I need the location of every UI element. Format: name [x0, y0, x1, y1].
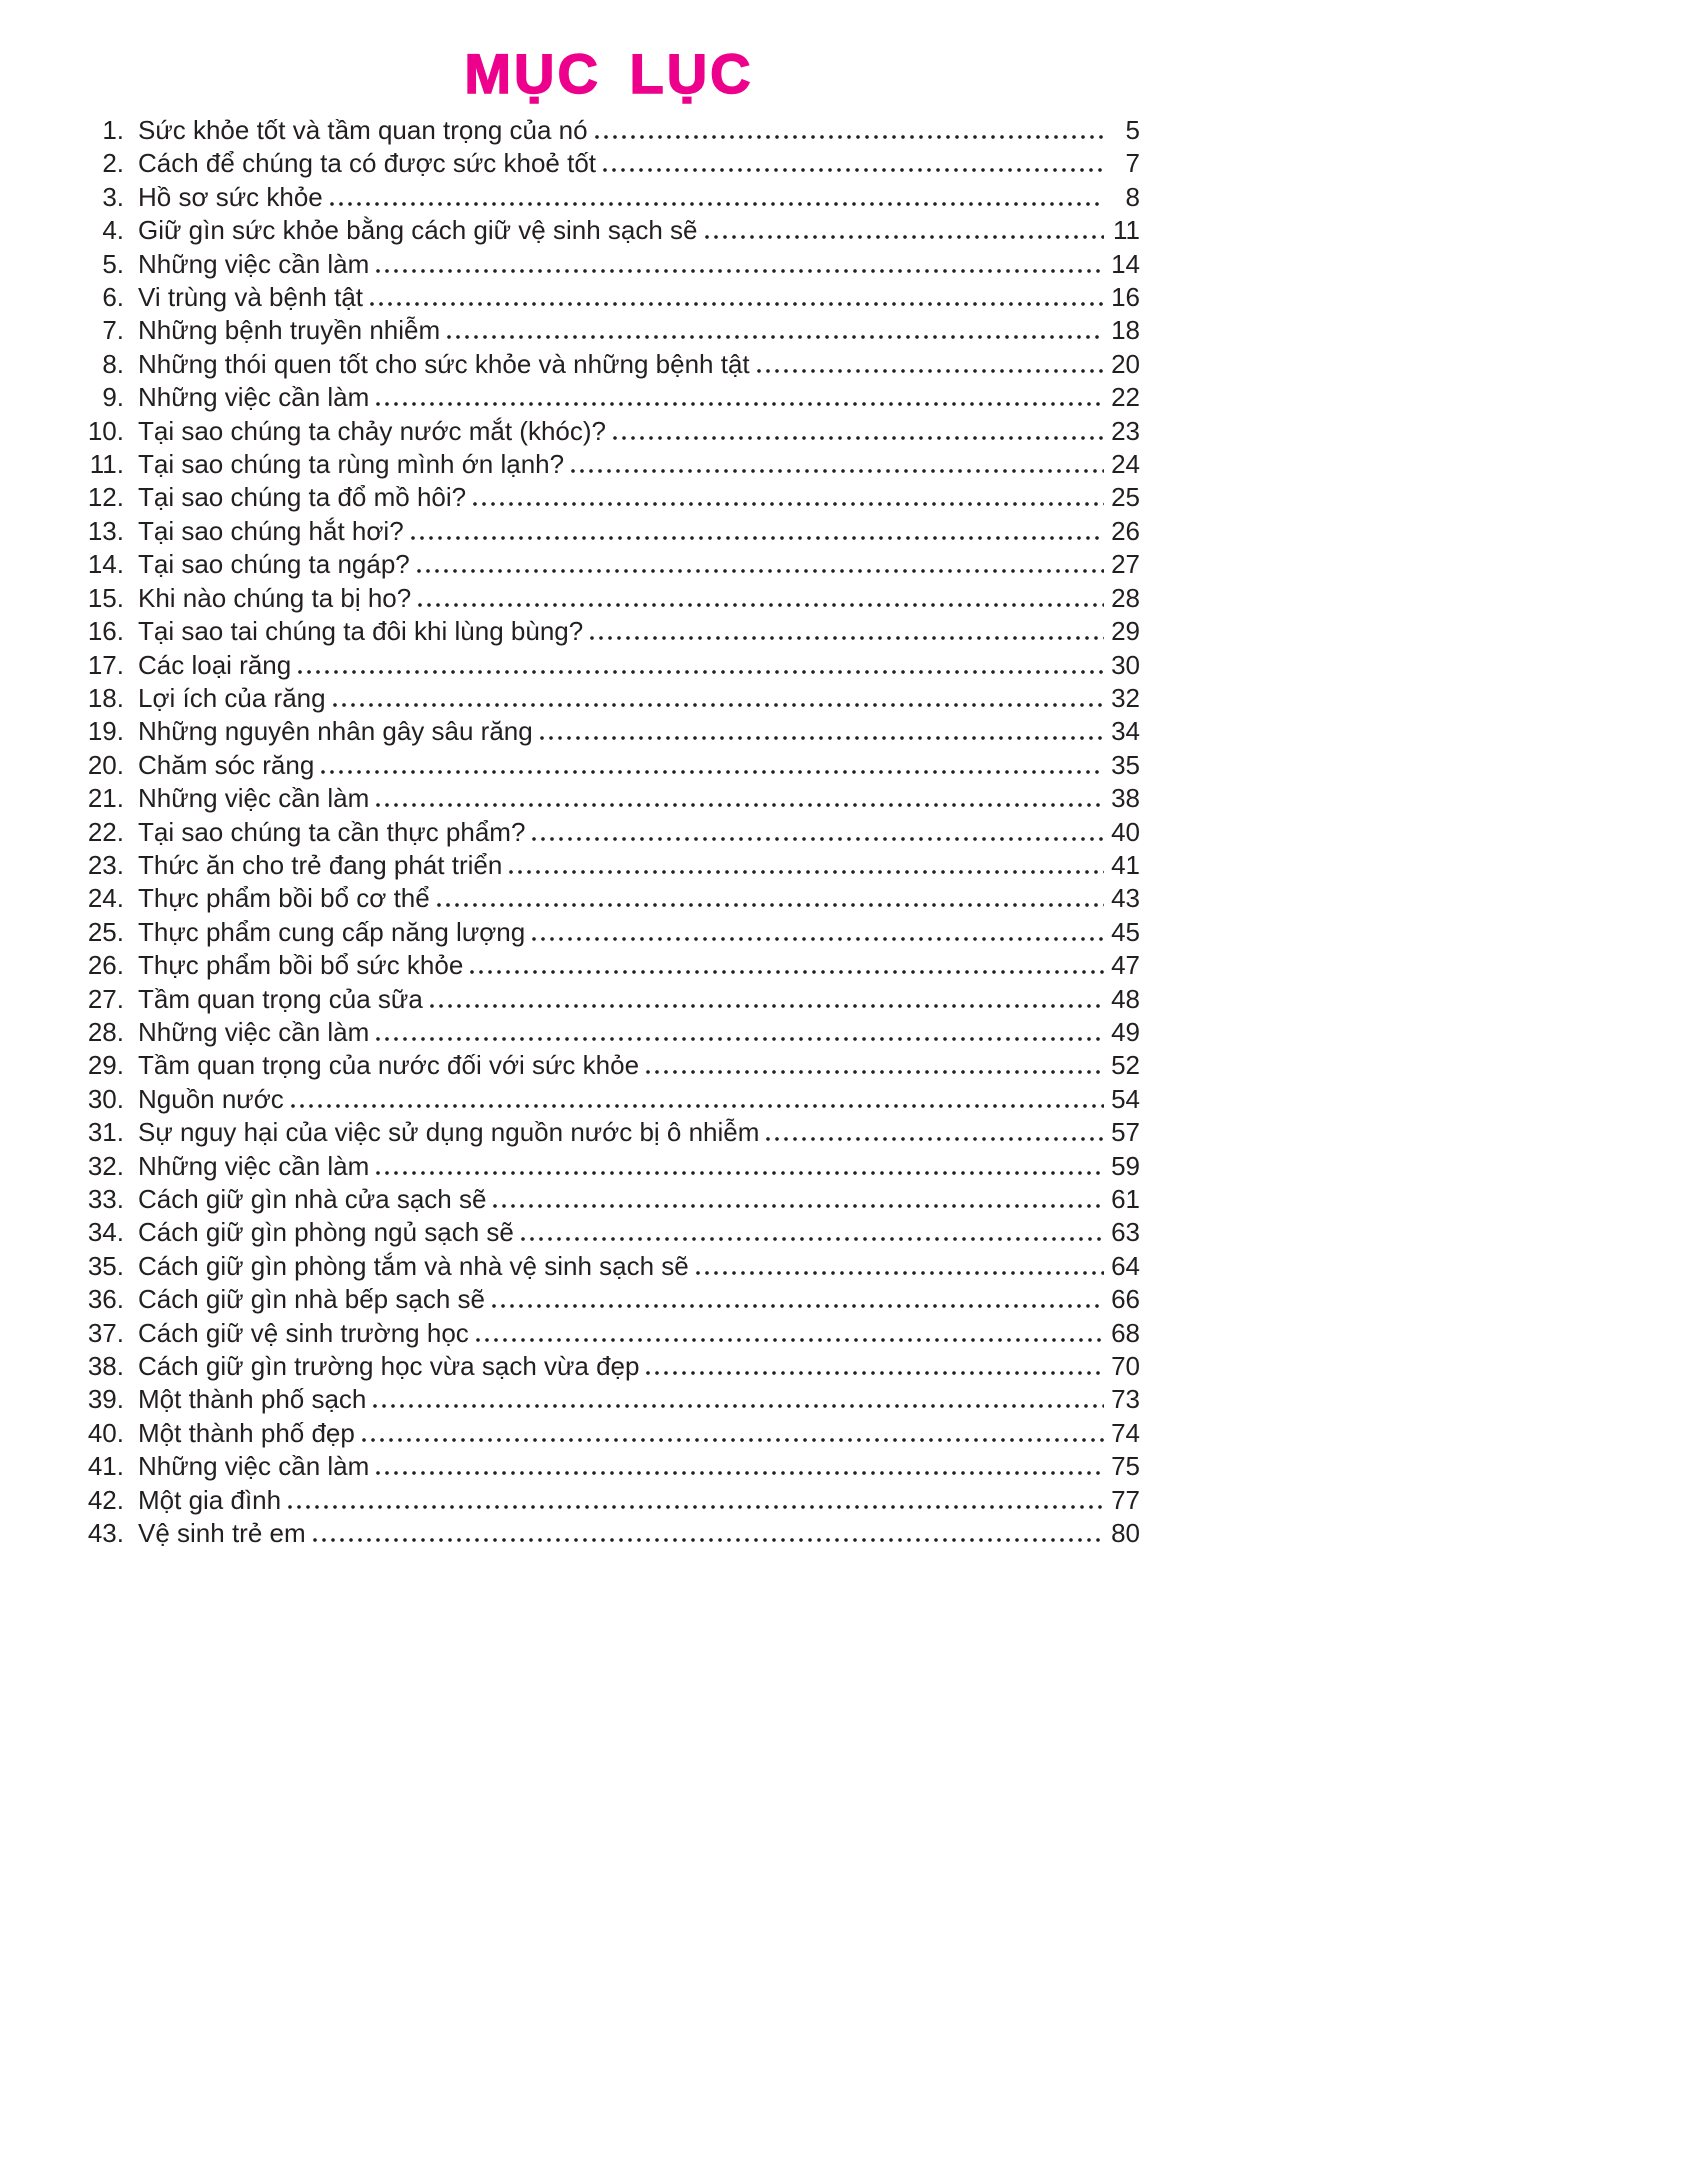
dot-leader: [376, 1171, 1104, 1175]
dot-leader: [473, 502, 1104, 506]
entry-page-number: 57: [1111, 1117, 1140, 1148]
toc-entry: [78, 916, 1140, 949]
dot-leader: [540, 736, 1104, 740]
dot-leader: [362, 1438, 1104, 1442]
entry-number: 40.: [87, 1417, 124, 1448]
toc-entry: [78, 949, 1140, 982]
dot-leader: [291, 1104, 1104, 1108]
entry-title: Tầm quan trọng của sữa: [138, 983, 423, 1014]
entry-title: Những việc cần làm: [138, 1016, 370, 1047]
entry-page-number: 27: [1111, 549, 1140, 580]
entry-page-number: 47: [1111, 950, 1140, 981]
toc-page: [78, 44, 1140, 1550]
entry-title: Cách giữ vệ sinh trường học: [138, 1317, 469, 1348]
entry-title: Một gia đình: [138, 1484, 282, 1515]
entry-title: Cách để chúng ta có được sức khoẻ tốt: [138, 148, 596, 179]
entry-number: 16.: [87, 616, 124, 647]
dot-leader: [532, 837, 1104, 841]
entry-title: Những việc cần làm: [138, 248, 370, 279]
entry-number: 14.: [87, 549, 124, 580]
entry-title: Những việc cần làm: [138, 1150, 370, 1181]
entry-title: Hồ sơ sức khỏe: [138, 181, 323, 212]
entry-page-number: 20: [1111, 348, 1140, 379]
toc-entry: [78, 749, 1140, 782]
toc-entry: [78, 181, 1140, 214]
entry-number: 3.: [102, 181, 124, 212]
entry-page-number: 61: [1111, 1184, 1140, 1214]
toc-entry: [78, 248, 1140, 281]
entry-page-number: 74: [1111, 1417, 1140, 1448]
dot-leader: [613, 436, 1104, 440]
entry-number: 29.: [87, 1050, 124, 1081]
entry-title: Vệ sinh trẻ em: [138, 1518, 306, 1549]
toc-entry: [78, 816, 1140, 849]
entry-title: Vi trùng và bệnh tật: [138, 282, 364, 313]
toc-entry: [78, 1216, 1140, 1249]
toc-entry: [78, 1049, 1140, 1082]
entry-page-number: 70: [1111, 1351, 1140, 1382]
toc-entry: [78, 348, 1140, 381]
entry-page-number: 45: [1111, 916, 1140, 947]
entry-page-number: 16: [1111, 282, 1140, 313]
entry-page-number: 59: [1111, 1150, 1140, 1181]
dot-leader: [646, 1070, 1104, 1074]
dot-leader: [447, 335, 1104, 339]
entry-page-number: 73: [1111, 1384, 1140, 1415]
toc-entry: [78, 1083, 1140, 1116]
entry-title: Những việc cần làm: [138, 783, 370, 814]
entry-title: Sự nguy hại của việc sử dụng nguồn nước bị ô nhiễm: [138, 1117, 760, 1148]
toc-list: [78, 114, 1140, 1550]
entry-page-number: 48: [1111, 983, 1140, 1014]
dot-leader: [571, 469, 1104, 473]
entry-number: 30.: [87, 1083, 124, 1114]
toc-entry: [78, 1417, 1140, 1450]
entry-number: 10.: [87, 415, 124, 446]
dot-leader: [376, 803, 1104, 807]
entry-title: Cách giữ gìn nhà bếp sạch sẽ: [138, 1284, 485, 1315]
dot-leader: [430, 1004, 1104, 1008]
entry-title: Tầm quan trọng của nước đối với sức khỏe: [138, 1050, 640, 1081]
entry-page-number: 29: [1111, 616, 1140, 647]
dot-leader: [288, 1505, 1104, 1509]
entry-page-number: 8: [1125, 181, 1140, 212]
dot-leader: [493, 1204, 1104, 1208]
toc-entry: [78, 715, 1140, 748]
entry-number: 31.: [87, 1117, 124, 1148]
entry-page-number: 41: [1111, 849, 1140, 880]
entry-title: Sức khỏe tốt và tầm quan trọng của nó: [138, 115, 588, 145]
entry-page-number: 52: [1111, 1050, 1140, 1081]
toc-entry: [78, 682, 1140, 715]
entry-number: 41.: [87, 1451, 124, 1482]
entry-title: Những bệnh truyền nhiễm: [138, 315, 441, 346]
entry-number: 37.: [87, 1317, 124, 1348]
entry-page-number: 64: [1111, 1250, 1140, 1281]
entry-title: Những việc cần làm: [138, 1451, 370, 1482]
entry-number: 15.: [87, 582, 124, 613]
entry-page-number: 22: [1111, 382, 1140, 413]
toc-entry: [78, 381, 1140, 414]
entry-number: 43.: [87, 1518, 124, 1549]
toc-entry: [78, 782, 1140, 815]
entry-title: Thực phẩm cung cấp năng lượng: [138, 916, 526, 947]
entry-number: 35.: [87, 1250, 124, 1281]
entry-number: 38.: [87, 1351, 124, 1382]
dot-leader: [590, 636, 1104, 640]
entry-title: Một thành phố sạch: [138, 1384, 367, 1415]
entry-page-number: 23: [1111, 415, 1140, 446]
toc-entry: [78, 415, 1140, 448]
entry-title: Chăm sóc răng: [138, 749, 315, 780]
dot-leader: [418, 603, 1104, 607]
toc-entry: [78, 515, 1140, 548]
entry-title: Thực phẩm bồi bổ sức khỏe: [138, 950, 464, 981]
entry-page-number: 5: [1125, 115, 1140, 145]
entry-title: Những nguyên nhân gây sâu răng: [138, 716, 533, 747]
dot-leader: [411, 536, 1104, 540]
entry-number: 27.: [87, 983, 124, 1014]
entry-number: 34.: [87, 1217, 124, 1248]
dot-leader: [376, 1471, 1104, 1475]
toc-entry: [78, 448, 1140, 481]
toc-entry: [78, 1183, 1140, 1216]
entry-page-number: 26: [1111, 515, 1140, 546]
entry-number: 6.: [102, 282, 124, 313]
toc-entry: [78, 314, 1140, 347]
entry-page-number: 11: [1113, 215, 1140, 246]
page-title: MỤC LỤC: [464, 42, 754, 105]
dot-leader: [521, 1237, 1104, 1241]
toc-entry: [78, 1517, 1140, 1550]
toc-entry: [78, 1283, 1140, 1316]
toc-entry: [78, 882, 1140, 915]
entry-page-number: 75: [1111, 1451, 1140, 1482]
dot-leader: [437, 903, 1104, 907]
entry-number: 33.: [87, 1184, 124, 1214]
toc-entry: [78, 147, 1140, 180]
entry-number: 4.: [102, 215, 124, 246]
entry-title: Thức ăn cho trẻ đang phát triển: [138, 849, 503, 880]
entry-title: Những thói quen tốt cho sức khỏe và những bệnh tật: [138, 348, 750, 379]
entry-number: 26.: [87, 950, 124, 981]
entry-page-number: 68: [1111, 1317, 1140, 1348]
entry-title: Tại sao tai chúng ta đôi khi lùng bùng?: [138, 616, 584, 647]
entry-number: 11.: [89, 449, 124, 480]
entry-page-number: 40: [1111, 816, 1140, 847]
dot-leader: [298, 670, 1104, 674]
entry-page-number: 32: [1111, 682, 1140, 713]
toc-entry: [78, 615, 1140, 648]
entry-title: Những việc cần làm: [138, 382, 370, 413]
entry-title: Cách giữ gìn trường học vừa sạch vừa đẹp: [138, 1351, 640, 1382]
entry-number: 21.: [87, 783, 124, 814]
dot-leader: [376, 269, 1104, 273]
dot-leader: [330, 202, 1104, 206]
entry-number: 23.: [87, 849, 124, 880]
toc-entry: [78, 849, 1140, 882]
dot-leader: [705, 235, 1104, 239]
entry-number: 7.: [102, 315, 124, 346]
dot-leader: [470, 970, 1104, 974]
entry-page-number: 43: [1111, 883, 1140, 914]
toc-entry: [78, 1450, 1140, 1483]
entry-title: Một thành phố đẹp: [138, 1417, 355, 1448]
entry-number: 17.: [87, 649, 124, 680]
entry-page-number: 30: [1111, 649, 1140, 680]
entry-title: Thực phẩm bồi bổ cơ thể: [138, 883, 430, 914]
entry-page-number: 25: [1111, 482, 1140, 513]
toc-entry: [78, 1317, 1140, 1350]
dot-leader: [696, 1271, 1104, 1275]
entry-title: Tại sao chúng ta rùng mình ớn lạnh?: [138, 449, 565, 480]
entry-title: Lợi ích của răng: [138, 682, 326, 713]
dot-leader: [313, 1538, 1104, 1542]
entry-page-number: 80: [1111, 1518, 1140, 1549]
entry-number: 20.: [87, 749, 124, 780]
entry-title: Khi nào chúng ta bị ho?: [138, 582, 412, 613]
entry-page-number: 54: [1111, 1083, 1140, 1114]
dot-leader: [646, 1371, 1104, 1375]
dot-leader: [492, 1304, 1104, 1308]
toc-entry: [78, 582, 1140, 615]
entry-page-number: 34: [1111, 716, 1140, 747]
dot-leader: [370, 302, 1104, 306]
dot-leader: [376, 402, 1104, 406]
entry-title: Cách giữ gìn phòng ngủ sạch sẽ: [138, 1217, 514, 1248]
entry-number: 25.: [87, 916, 124, 947]
entry-title: Tại sao chúng ta ngáp?: [138, 549, 410, 580]
entry-number: 32.: [87, 1150, 124, 1181]
toc-entry: [78, 1016, 1140, 1049]
entry-title: Giữ gìn sức khỏe bằng cách giữ vệ sinh sạch sẽ: [138, 215, 698, 246]
entry-title: Các loại răng: [138, 649, 292, 680]
dot-leader: [373, 1404, 1104, 1408]
toc-entry: [78, 1350, 1140, 1383]
toc-entry: [78, 1250, 1140, 1283]
entry-page-number: 14: [1111, 248, 1140, 279]
entry-number: 19.: [87, 716, 124, 747]
entry-number: 8.: [102, 348, 124, 379]
dot-leader: [766, 1137, 1104, 1141]
dot-leader: [603, 168, 1104, 172]
dot-leader: [757, 369, 1104, 373]
entry-number: 18.: [87, 682, 124, 713]
dot-leader: [321, 770, 1104, 774]
entry-number: 12.: [87, 482, 124, 513]
dot-leader: [532, 937, 1104, 941]
dot-leader: [376, 1037, 1104, 1041]
entry-number: 9.: [102, 382, 124, 413]
entry-page-number: 28: [1111, 582, 1140, 613]
entry-number: 42.: [87, 1484, 124, 1515]
dot-leader: [417, 569, 1104, 573]
entry-page-number: 38: [1111, 783, 1140, 814]
toc-entry: [78, 1116, 1140, 1149]
entry-page-number: 49: [1111, 1016, 1140, 1047]
toc-entry: [78, 481, 1140, 514]
entry-title: Nguồn nước: [138, 1083, 284, 1114]
entry-page-number: 63: [1111, 1217, 1140, 1248]
entry-number: 39.: [87, 1384, 124, 1415]
entry-page-number: 35: [1111, 749, 1140, 780]
entry-number: 28.: [87, 1016, 124, 1047]
dot-leader: [333, 703, 1104, 707]
toc-entry: [78, 1484, 1140, 1517]
toc-entry: [78, 281, 1140, 314]
entry-number: 1.: [102, 115, 124, 145]
dot-leader: [476, 1338, 1104, 1342]
entry-page-number: 7: [1125, 148, 1140, 179]
entry-page-number: 77: [1111, 1484, 1140, 1515]
entry-title: Cách giữ gìn nhà cửa sạch sẽ: [138, 1184, 487, 1214]
entry-title: Tại sao chúng ta chảy nước mắt (khóc)?: [138, 415, 606, 446]
entry-page-number: 24: [1111, 449, 1140, 480]
entry-number: 36.: [87, 1284, 124, 1315]
toc-entry: [78, 983, 1140, 1016]
toc-entry: [78, 114, 1140, 147]
dot-leader: [595, 135, 1104, 139]
entry-title: Tại sao chúng hắt hơi?: [138, 515, 404, 546]
entry-title: Cách giữ gìn phòng tắm và nhà vệ sinh sạch sẽ: [138, 1250, 689, 1281]
entry-title: Tại sao chúng ta đổ mồ hôi?: [138, 482, 467, 513]
toc-entry: [78, 548, 1140, 581]
dot-leader: [509, 870, 1104, 874]
toc-entry: [78, 649, 1140, 682]
entry-title: Tại sao chúng ta cần thực phẩm?: [138, 816, 526, 847]
entry-number: 2.: [102, 148, 124, 179]
entry-number: 24.: [87, 883, 124, 914]
entry-number: 22.: [87, 816, 124, 847]
entry-page-number: 66: [1111, 1284, 1140, 1315]
toc-entry: [78, 214, 1140, 247]
toc-entry: [78, 1383, 1140, 1416]
entry-page-number: 18: [1111, 315, 1140, 346]
toc-entry: [78, 1150, 1140, 1183]
entry-number: 13.: [87, 515, 124, 546]
entry-number: 5.: [102, 248, 124, 279]
